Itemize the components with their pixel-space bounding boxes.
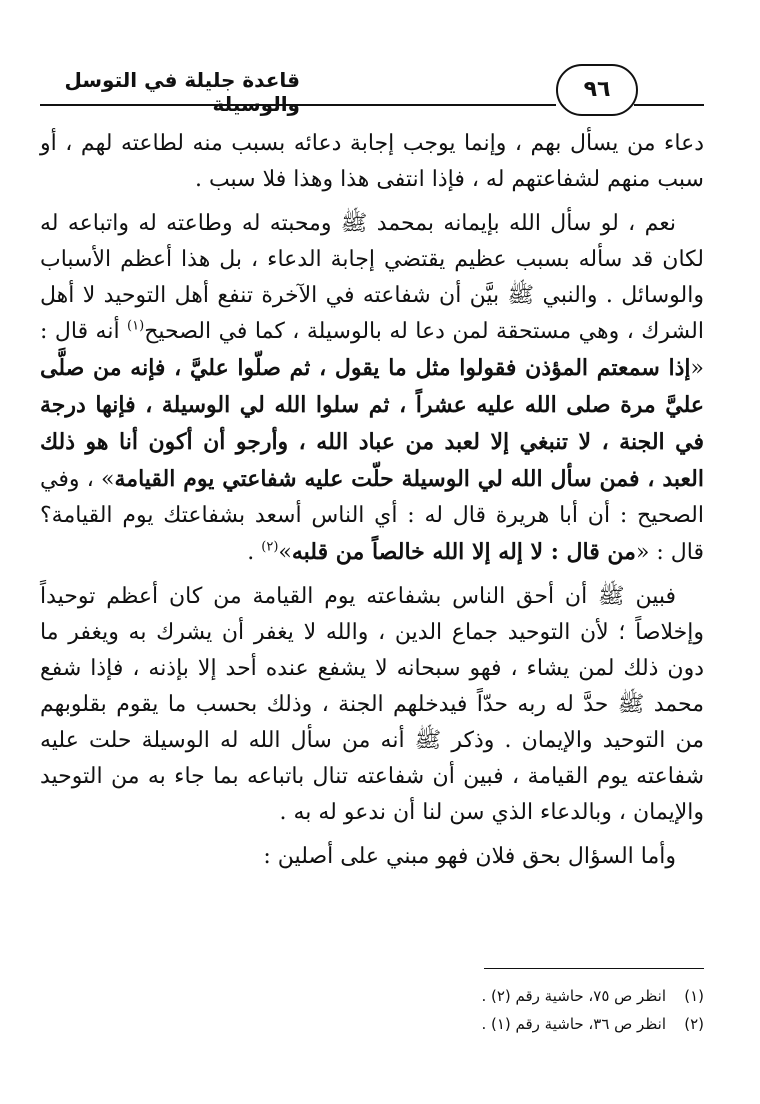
footnote-number: (٢) (684, 1015, 704, 1033)
paragraph-1: دعاء من يسأل بهم ، وإنما يوجب إجابة دعائه بسبب منه لطاعته لهم ، أو سبب منهم لشفاعتهم له ، فإذا انتفى هذا وهذا فلا سبب . (40, 131, 704, 192)
footnote-1 (40, 982, 704, 1010)
page-number: ٩٦ (556, 64, 638, 116)
hadith-quote-1: إذا سمعتم المؤذن فقولوا مثل ما يقول ، ثم صلّوا عليَّ ، فإنه من صلَّى عليَّ مرة صلى الله عليه عشراً ، ثم سلوا الله لي الوسيلة ، فإنها درجة في الجنة ، لا تنبغي إلا لعبد من عباد الله ، وأرجو أن أكون أنا هو ذلك العبد ، فمن سأل الله لي الوسيلة حلّت عليه شفاعتي يوم القيامة (40, 355, 704, 492)
paragraph-4: وأما السؤال بحق فلان فهو مبني على أصلين : (263, 844, 676, 869)
footnote-2 (40, 1010, 704, 1038)
paragraph-3: فبين ﷺ أن أحق الناس بشفاعته يوم القيامة من كان أعظم توحيداً وإخلاصاً ؛ لأن التوحيد جماع الدين ، والله لا يغفر أن يشرك به ويغفر ما دون ذلك لمن يشاء ، فهو سبحانه لا يشفع عنده أحد إلا بإذنه ، فإذا شفع محمد ﷺ حدَّ له ربه حدّاً فيدخلهم الجنة ، وذلك بحسب ما يقوم بقلوبهم من التوحيد والإيمان . وذكر ﷺ أنه من سأل الله له الوسيلة حلت عليه شفاعته يوم القيامة ، فبين أن شفاعته تنال باتباعه بما جاء به من التوحيد والإيمان ، وبالدعاء الذي سن لنا أن ندعو له به . (40, 584, 704, 825)
paragraph-2-text-a: نعم ، لو سأل الله بإيمانه بمحمد ﷺ ومحبته له وطاعته له واتباعه له لكان قد سأله بسبب عظيم يقتضي إجابة الدعاء ، بل هذا أعظم الأسباب والوسائل . والنبي ﷺ بيَّن أن شفاعته في الآخرة تنفع أهل التوحيد لا أهل الشرك ، وهي مستحقة لمن دعا له بالوسيلة ، كما في الصحيح (40, 211, 704, 344)
running-title: قاعدة جليلة في التوسل والوسيلة (64, 68, 300, 116)
paragraph-2-text-c: » ، وفي الصحيح : أن أبا هريرة قال له : أي الناس أسعد بشفاعتك يوم القيامة؟ قال : « (40, 467, 704, 565)
paragraph-2 (40, 206, 704, 571)
footnote-ref-1: (١) (127, 318, 145, 334)
header-rule (40, 104, 556, 106)
footnote-text: انظر ص ٧٥، حاشية رقم (٢) . (481, 987, 666, 1005)
header-rule-right (634, 104, 704, 106)
footnote-ref-2: (٢) (261, 539, 279, 555)
paragraph-2-text-b: أنه قال : « (40, 319, 704, 381)
hadith-quote-2: من قال : لا إله إلا الله خالصاً من قلبه (291, 539, 636, 565)
paragraph-2-text-d: » (278, 540, 292, 565)
footnote-text: انظر ص ٣٦، حاشية رقم (١) . (481, 1015, 666, 1033)
paragraph-2-text-e: . (247, 540, 262, 565)
footnotes (40, 982, 704, 1038)
body-text (40, 126, 704, 883)
footnote-separator (484, 968, 704, 969)
footnote-number: (١) (684, 987, 704, 1005)
